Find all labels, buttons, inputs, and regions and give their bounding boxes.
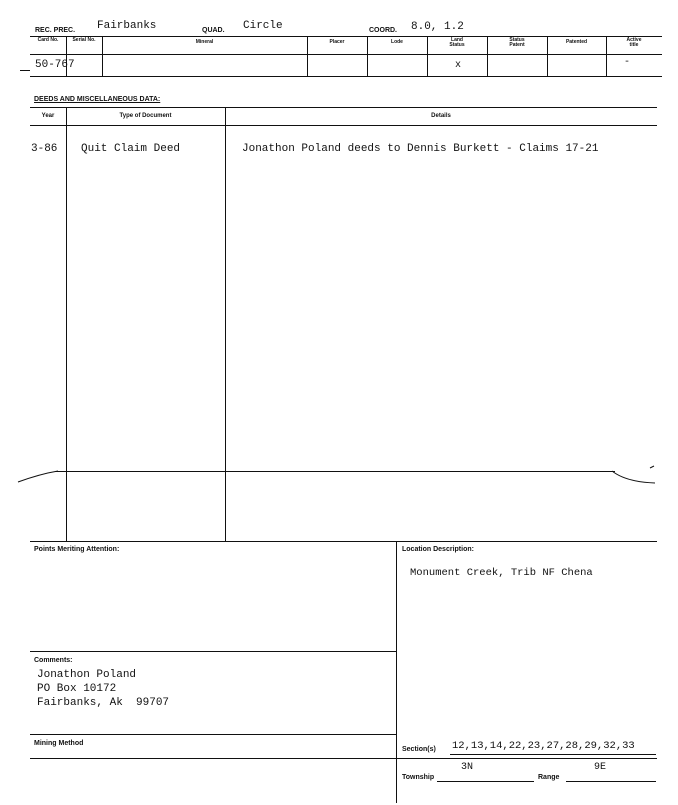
mining-top-line <box>30 734 396 735</box>
mining-method-label: Mining Method <box>34 740 84 747</box>
deeds-top-line <box>30 107 657 108</box>
col-status-patent: Status Patent <box>509 37 525 48</box>
comment-line: Fairbanks, Ak 99707 <box>37 697 170 709</box>
township-label: Township <box>402 774 435 781</box>
col-placer: Placer <box>329 39 345 45</box>
col-mineral: Mineral <box>195 39 214 45</box>
year-header: Year <box>41 113 55 119</box>
header-mid-line <box>30 54 662 55</box>
deeds-header-line <box>30 125 657 126</box>
details-header: Details <box>431 113 451 119</box>
coord-label: COORD. <box>369 27 397 34</box>
coord-value: 8.0, 1.2 <box>411 21 464 33</box>
col-lode: Lode <box>391 39 403 45</box>
land-status-mark: x <box>455 60 462 71</box>
card-no-value: 50-767 <box>35 59 75 71</box>
mining-bottom-line <box>30 758 657 759</box>
sections-label: Section(s) <box>402 746 436 753</box>
scan-mark <box>20 70 30 71</box>
scan-curl-marks <box>0 462 678 492</box>
deeds-section-title: DEEDS AND MISCELLANEOUS DATA: <box>34 96 161 103</box>
deed-year: 3-86 <box>31 143 58 155</box>
range-label: Range <box>538 774 560 781</box>
col-patented: Patented <box>565 39 588 45</box>
lower-col-divider <box>396 541 397 803</box>
points-label: Points Meriting Attention: <box>34 546 120 553</box>
sections-underline <box>450 754 656 755</box>
range-value: 9E <box>594 762 607 773</box>
comment-line: Jonathon Poland <box>37 669 137 681</box>
deed-type: Quit Claim Deed <box>81 143 181 155</box>
comments-top-line <box>30 651 396 652</box>
sections-value: 12,13,14,22,23,27,28,29,32,33 <box>452 740 635 752</box>
deed-details: Jonathon Poland deeds to Dennis Burkett - Claims 17-21 <box>242 143 599 155</box>
quad-value: Circle <box>243 20 283 32</box>
col-divider <box>606 36 607 76</box>
rec-prec-value: Fairbanks <box>97 20 157 32</box>
comment-line: PO Box 10172 <box>37 683 117 695</box>
header-top-line <box>30 36 662 37</box>
location-label: Location Description: <box>402 546 474 553</box>
township-underline <box>437 781 534 782</box>
range-underline <box>566 781 656 782</box>
col-serial-no: Serial No. <box>72 37 96 43</box>
location-value: Monument Creek, Trib NF Chena <box>410 567 593 579</box>
col-card-no: Card No. <box>37 37 59 43</box>
type-header: Type of Document <box>119 113 172 119</box>
col-divider <box>487 36 488 76</box>
col-divider <box>427 36 428 76</box>
col-active-title: Active title <box>626 37 642 48</box>
header-bottom-line <box>30 76 662 77</box>
active-mark: - <box>624 57 631 68</box>
township-value: 3N <box>461 762 474 773</box>
col-land-status: Land Status <box>449 37 465 48</box>
deeds-bottom-line <box>30 541 657 542</box>
quad-label: QUAD. <box>202 27 225 34</box>
rec-prec-label: REC. PREC. <box>35 27 76 34</box>
comments-label: Comments: <box>34 657 73 664</box>
